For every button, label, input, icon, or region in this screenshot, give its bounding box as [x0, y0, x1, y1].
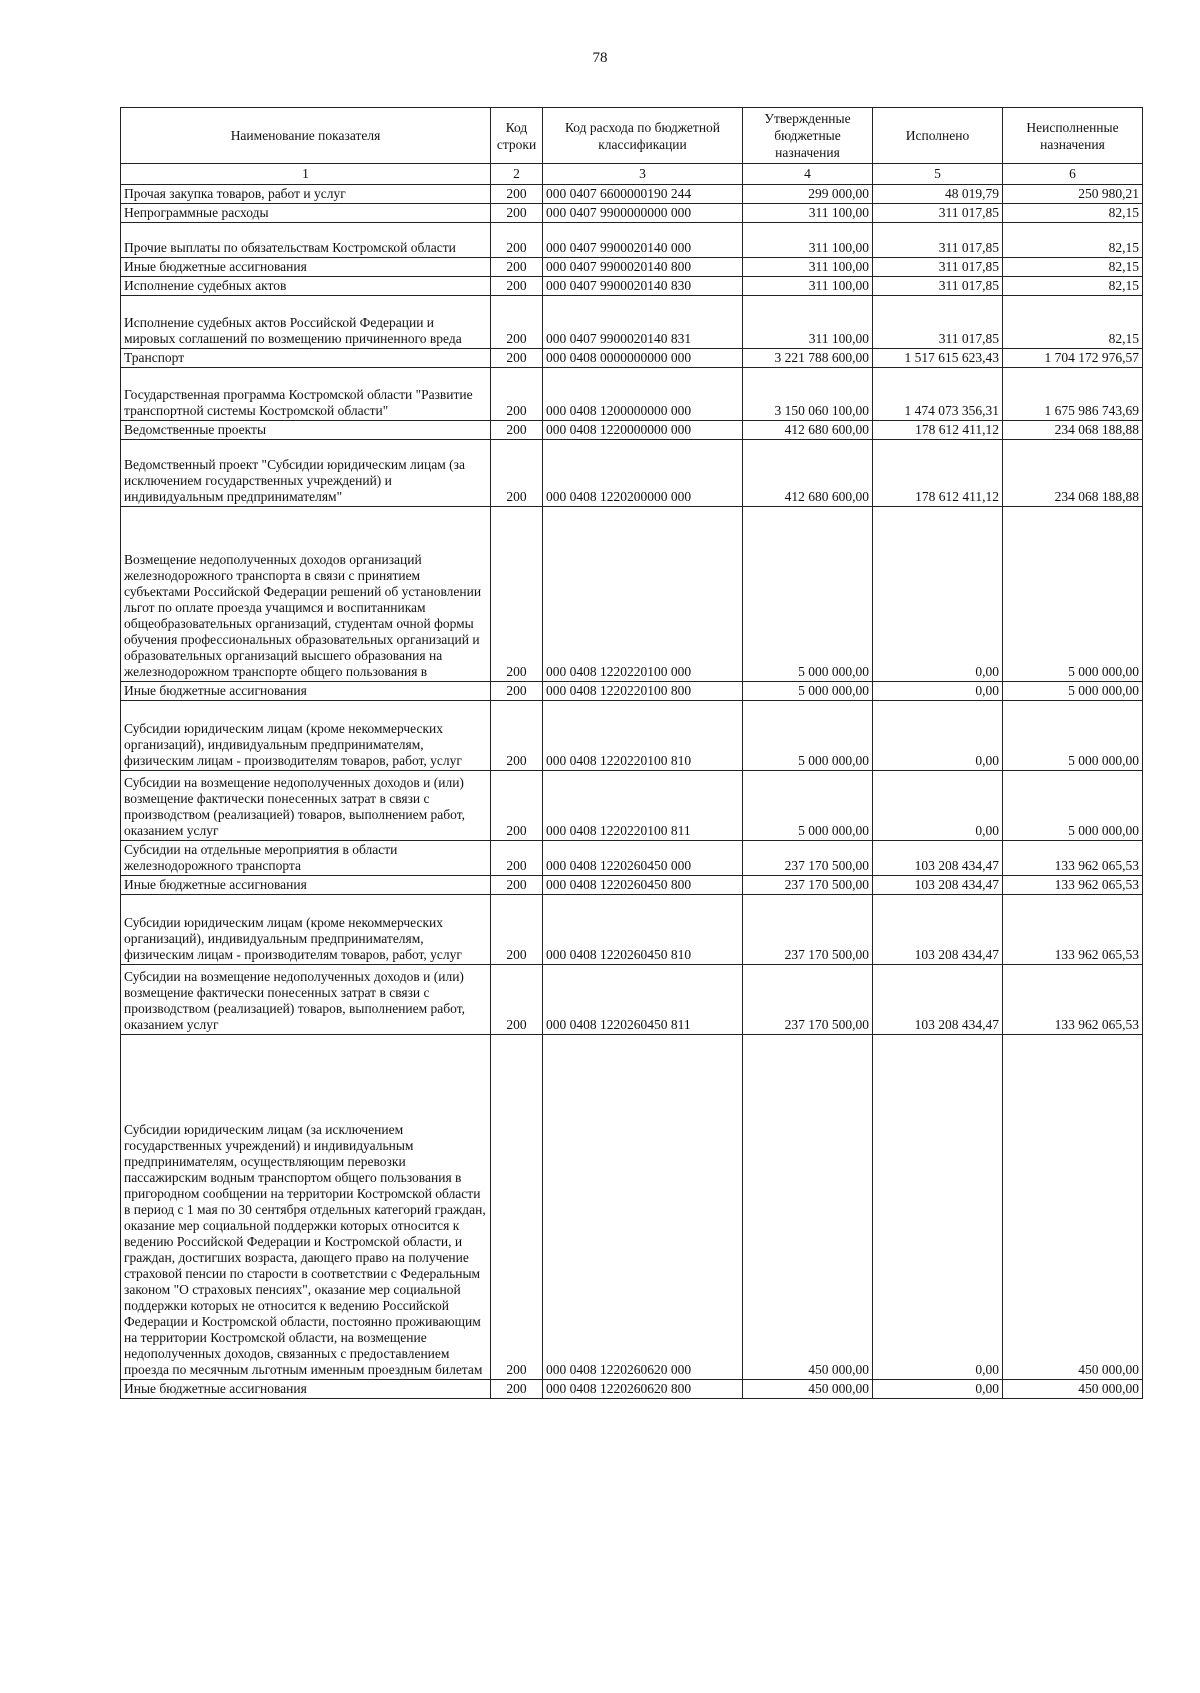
- row-kbk: 000 0408 1220260620 800: [543, 1380, 743, 1399]
- row-kbk: 000 0407 9900020140 830: [543, 277, 743, 296]
- row-approved: 311 100,00: [743, 204, 873, 223]
- row-approved: 237 170 500,00: [743, 965, 873, 1035]
- row-name: Иные бюджетные ассигнования: [121, 876, 491, 895]
- row-name: Исполнение судебных актов Российской Федерации и мировых соглашений по возмещению причиненного вреда: [121, 296, 491, 349]
- header-kbk: Код расхода по бюджетной классификации: [543, 108, 743, 164]
- table-row: [121, 1035, 1143, 1380]
- row-name: Субсидии юридическим лицам (кроме некоммерческих организаций), индивидуальным предпринимателям, физическим лицам - производителям товаров, работ, услуг: [121, 895, 491, 965]
- row-approved: 412 680 600,00: [743, 421, 873, 440]
- table-row: [121, 223, 1143, 258]
- header-name: Наименование показателя: [121, 108, 491, 164]
- header-approved: Утвержденные бюджетные назначения: [743, 108, 873, 164]
- row-kbk: 000 0408 1220220100 810: [543, 701, 743, 771]
- row-name: Прочие выплаты по обязательствам Костромской области: [121, 223, 491, 258]
- row-executed: 311 017,85: [873, 204, 1003, 223]
- row-approved: 412 680 600,00: [743, 440, 873, 507]
- row-unexecuted: 5 000 000,00: [1003, 771, 1143, 841]
- row-approved: 450 000,00: [743, 1380, 873, 1399]
- row-approved: 5 000 000,00: [743, 682, 873, 701]
- row-name: Ведомственные проекты: [121, 421, 491, 440]
- row-line-code: 200: [491, 1035, 543, 1380]
- row-line-code: 200: [491, 204, 543, 223]
- row-executed: 103 208 434,47: [873, 965, 1003, 1035]
- row-kbk: 000 0407 9900020140 800: [543, 258, 743, 277]
- table-row: [121, 771, 1143, 841]
- row-unexecuted: 234 068 188,88: [1003, 421, 1143, 440]
- row-executed: 1 517 615 623,43: [873, 349, 1003, 368]
- table-row: [121, 682, 1143, 701]
- table-row: [121, 296, 1143, 349]
- row-executed: 0,00: [873, 682, 1003, 701]
- row-executed: 0,00: [873, 701, 1003, 771]
- row-executed: 103 208 434,47: [873, 895, 1003, 965]
- row-kbk: 000 0408 1220260450 000: [543, 841, 743, 876]
- column-number: 3: [543, 164, 743, 185]
- row-name: Субсидии юридическим лицам (кроме некоммерческих организаций), индивидуальным предпринимателям, физическим лицам - производителям товаров, работ, услуг: [121, 701, 491, 771]
- row-kbk: 000 0408 1220220100 800: [543, 682, 743, 701]
- row-unexecuted: 5 000 000,00: [1003, 507, 1143, 682]
- row-unexecuted: 1 704 172 976,57: [1003, 349, 1143, 368]
- row-approved: 3 221 788 600,00: [743, 349, 873, 368]
- column-number: 2: [491, 164, 543, 185]
- row-unexecuted: 5 000 000,00: [1003, 701, 1143, 771]
- row-executed: 311 017,85: [873, 277, 1003, 296]
- row-name: Субсидии на возмещение недополученных доходов и (или) возмещение фактически понесенных затрат в связи с производством (реализацией) товаров, выполнением работ, оказанием услуг: [121, 965, 491, 1035]
- row-executed: 178 612 411,12: [873, 421, 1003, 440]
- row-name: Возмещение недополученных доходов организаций железнодорожного транспорта в связи с принятием субъектами Российской Федерации решений об установлении льгот по оплате проезда учащимся и воспитанникам общеобразовательных организаций, студентам очной формы обучения профессиональных образовательных организаций и образовательных организаций высшего образования на железнодорожном транспорте общего пользования в: [121, 507, 491, 682]
- page-number: 78: [592, 50, 608, 66]
- row-line-code: 200: [491, 1380, 543, 1399]
- row-executed: 1 474 073 356,31: [873, 368, 1003, 421]
- row-executed: 103 208 434,47: [873, 841, 1003, 876]
- row-unexecuted: 1 675 986 743,69: [1003, 368, 1143, 421]
- row-unexecuted: 234 068 188,88: [1003, 440, 1143, 507]
- row-kbk: 000 0407 6600000190 244: [543, 185, 743, 204]
- row-unexecuted: 82,15: [1003, 277, 1143, 296]
- row-unexecuted: 133 962 065,53: [1003, 965, 1143, 1035]
- row-line-code: 200: [491, 223, 543, 258]
- row-name: Иные бюджетные ассигнования: [121, 682, 491, 701]
- table-row: [121, 841, 1143, 876]
- row-name: Ведомственный проект "Субсидии юридическим лицам (за исключением государственных учреждений) и индивидуальным предпринимателям": [121, 440, 491, 507]
- table-row: [121, 876, 1143, 895]
- row-executed: 0,00: [873, 771, 1003, 841]
- row-executed: 311 017,85: [873, 258, 1003, 277]
- row-line-code: 200: [491, 349, 543, 368]
- row-approved: 5 000 000,00: [743, 771, 873, 841]
- row-kbk: 000 0408 1220260450 810: [543, 895, 743, 965]
- header-executed: Исполнено: [873, 108, 1003, 164]
- row-kbk: 000 0408 1220200000 000: [543, 440, 743, 507]
- row-kbk: 000 0408 0000000000 000: [543, 349, 743, 368]
- table-row: [121, 895, 1143, 965]
- row-line-code: 200: [491, 258, 543, 277]
- row-unexecuted: 133 962 065,53: [1003, 841, 1143, 876]
- column-number-row: [121, 164, 1143, 185]
- row-unexecuted: 82,15: [1003, 258, 1143, 277]
- table-row: [121, 258, 1143, 277]
- row-executed: 0,00: [873, 1035, 1003, 1380]
- row-kbk: 000 0408 1220000000 000: [543, 421, 743, 440]
- row-executed: 0,00: [873, 507, 1003, 682]
- row-kbk: 000 0408 1220260450 800: [543, 876, 743, 895]
- row-line-code: 200: [491, 507, 543, 682]
- row-line-code: 200: [491, 185, 543, 204]
- column-number: 6: [1003, 164, 1143, 185]
- row-approved: 3 150 060 100,00: [743, 368, 873, 421]
- row-approved: 311 100,00: [743, 258, 873, 277]
- row-kbk: 000 0407 9900020140 831: [543, 296, 743, 349]
- row-approved: 311 100,00: [743, 223, 873, 258]
- row-name: Субсидии на возмещение недополученных доходов и (или) возмещение фактически понесенных затрат в связи с производством (реализацией) товаров, выполнением работ, оказанием услуг: [121, 771, 491, 841]
- table-row: [121, 368, 1143, 421]
- table-row: [121, 965, 1143, 1035]
- table-row: [121, 440, 1143, 507]
- row-name: Транспорт: [121, 349, 491, 368]
- row-line-code: 200: [491, 440, 543, 507]
- table-row: [121, 349, 1143, 368]
- table-body: [121, 185, 1143, 1399]
- row-name: Прочая закупка товаров, работ и услуг: [121, 185, 491, 204]
- row-approved: 5 000 000,00: [743, 701, 873, 771]
- table-row: [121, 277, 1143, 296]
- row-approved: 5 000 000,00: [743, 507, 873, 682]
- row-unexecuted: 450 000,00: [1003, 1035, 1143, 1380]
- row-approved: 237 170 500,00: [743, 876, 873, 895]
- table-row: [121, 421, 1143, 440]
- row-line-code: 200: [491, 682, 543, 701]
- row-kbk: 000 0407 9900020140 000: [543, 223, 743, 258]
- row-line-code: 200: [491, 965, 543, 1035]
- row-executed: 103 208 434,47: [873, 876, 1003, 895]
- row-name: Государственная программа Костромской области "Развитие транспортной системы Костромской области": [121, 368, 491, 421]
- row-name: Иные бюджетные ассигнования: [121, 1380, 491, 1399]
- row-line-code: 200: [491, 771, 543, 841]
- row-line-code: 200: [491, 421, 543, 440]
- row-approved: 237 170 500,00: [743, 895, 873, 965]
- row-approved: 311 100,00: [743, 277, 873, 296]
- row-unexecuted: 450 000,00: [1003, 1380, 1143, 1399]
- row-kbk: 000 0407 9900000000 000: [543, 204, 743, 223]
- table-row: [121, 701, 1143, 771]
- header-unexecuted: Неисполненные назначения: [1003, 108, 1143, 164]
- row-unexecuted: 133 962 065,53: [1003, 895, 1143, 965]
- header-row: [121, 108, 1143, 164]
- row-kbk: 000 0408 1220220100 811: [543, 771, 743, 841]
- table-row: [121, 1380, 1143, 1399]
- row-kbk: 000 0408 1200000000 000: [543, 368, 743, 421]
- row-unexecuted: 133 962 065,53: [1003, 876, 1143, 895]
- row-line-code: 200: [491, 841, 543, 876]
- column-number: 4: [743, 164, 873, 185]
- row-name: Субсидии юридическим лицам (за исключением государственных учреждений) и индивидуальным предпринимателям, осуществляющим перевозки пассажирским водным транспортом общего пользования в пригородном сообщении на территории Костромской области в период с 1 мая по 30 сентября отдельных категорий граждан, оказание мер социальной поддержки которых относится к ведению Российской Федерации и Костромской области, и граждан, достигших возраста, дающего право на получение страховой пенсии по старости в соответствии с Федеральным законом "О страховых пенсиях", оказание мер социальной поддержки которых не относится к ведению Российской Федерации и Костромской области, постоянно проживающим на территории Костромской области, на возмещение недополученных доходов, связанных с предоставлением проезда по месячным льготным именным проездным билетам: [121, 1035, 491, 1380]
- row-approved: 299 000,00: [743, 185, 873, 204]
- row-executed: 0,00: [873, 1380, 1003, 1399]
- row-approved: 311 100,00: [743, 296, 873, 349]
- row-line-code: 200: [491, 701, 543, 771]
- row-approved: 450 000,00: [743, 1035, 873, 1380]
- row-executed: 48 019,79: [873, 185, 1003, 204]
- row-unexecuted: 82,15: [1003, 223, 1143, 258]
- row-name: Иные бюджетные ассигнования: [121, 258, 491, 277]
- row-name: Исполнение судебных актов: [121, 277, 491, 296]
- row-unexecuted: 82,15: [1003, 204, 1143, 223]
- row-executed: 311 017,85: [873, 223, 1003, 258]
- row-kbk: 000 0408 1220260620 000: [543, 1035, 743, 1380]
- budget-execution-table: [120, 107, 1143, 1399]
- column-number: 1: [121, 164, 491, 185]
- row-unexecuted: 82,15: [1003, 296, 1143, 349]
- row-executed: 178 612 411,12: [873, 440, 1003, 507]
- table-row: [121, 204, 1143, 223]
- row-line-code: 200: [491, 277, 543, 296]
- row-kbk: 000 0408 1220260450 811: [543, 965, 743, 1035]
- row-approved: 237 170 500,00: [743, 841, 873, 876]
- row-unexecuted: 250 980,21: [1003, 185, 1143, 204]
- row-kbk: 000 0408 1220220100 000: [543, 507, 743, 682]
- row-line-code: 200: [491, 876, 543, 895]
- table-row: [121, 185, 1143, 204]
- row-executed: 311 017,85: [873, 296, 1003, 349]
- row-line-code: 200: [491, 296, 543, 349]
- row-name: Непрограммные расходы: [121, 204, 491, 223]
- row-unexecuted: 5 000 000,00: [1003, 682, 1143, 701]
- row-line-code: 200: [491, 368, 543, 421]
- row-name: Субсидии на отдельные мероприятия в области железнодорожного транспорта: [121, 841, 491, 876]
- table-row: [121, 507, 1143, 682]
- header-line-code: Код строки: [491, 108, 543, 164]
- row-line-code: 200: [491, 895, 543, 965]
- column-number: 5: [873, 164, 1003, 185]
